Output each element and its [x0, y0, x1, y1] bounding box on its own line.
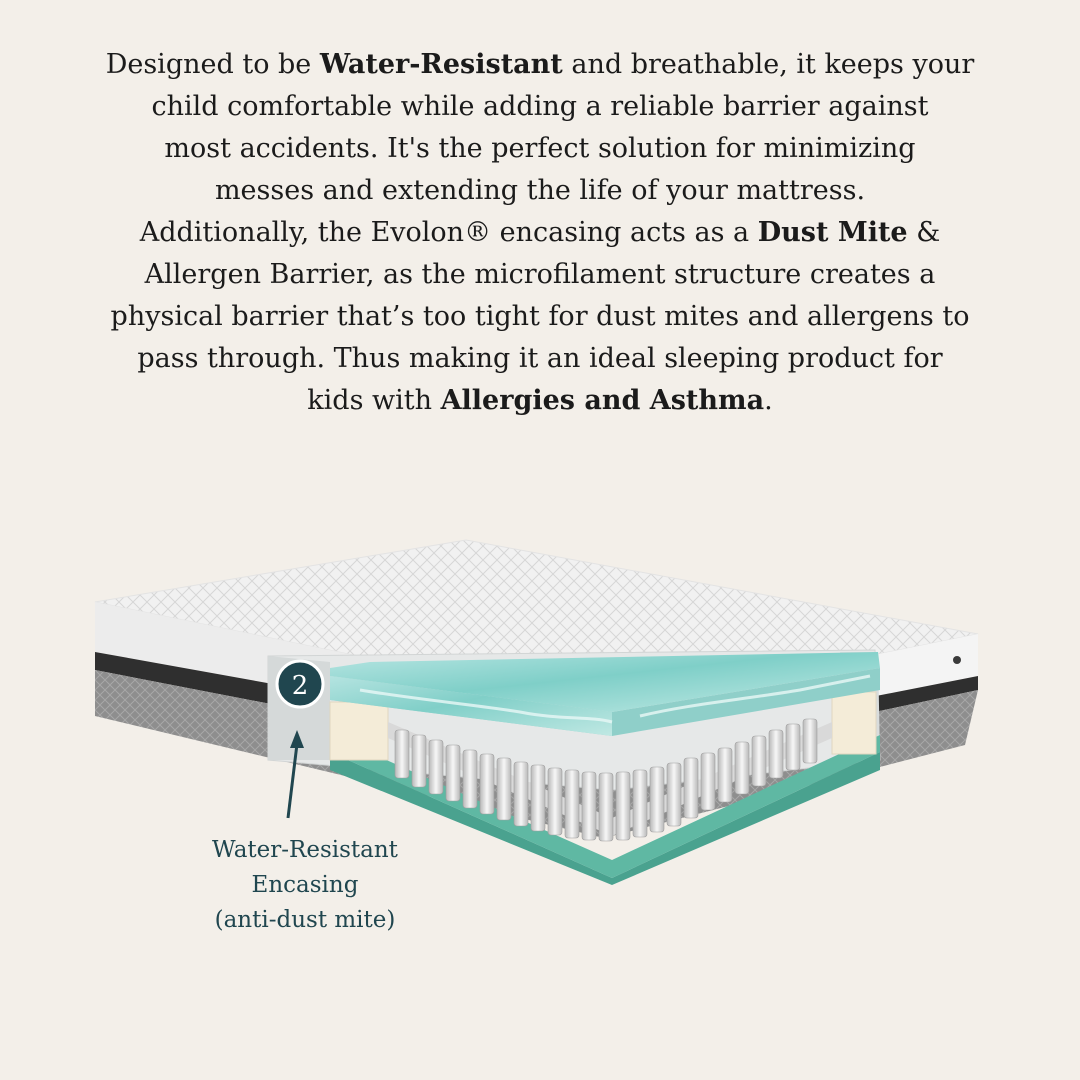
description-line: physical barrier that’s too tight for dust mites and allergens to [110, 301, 970, 332]
description-line: kids with Allergies and Asthma. [307, 385, 773, 416]
callout-caption: Water-Resistant Encasing (anti-dust mite) [212, 837, 398, 933]
allergies-asthma-emphasis: Allergies and Asthma [440, 385, 765, 416]
description-line: Allergen Barrier, as the microfilament structure creates a [144, 259, 936, 290]
description-line: pass through. Thus making it an ideal sleeping product for [137, 343, 943, 374]
description-line: Designed to be Water-Resistant and breathable, it keeps your [105, 49, 975, 80]
water-resistant-emphasis: Water-Resistant [319, 49, 563, 80]
description-line: Additionally, the Evolon® encasing acts as a Dust Mite & [139, 217, 941, 248]
dust-mite-emphasis: Dust Mite [757, 217, 908, 248]
edge-support-foam [330, 702, 388, 760]
brand-logo-icon [953, 656, 961, 664]
description-line: most accidents. It's the perfect solution for minimizing [164, 133, 916, 164]
description-line: messes and extending the life of your mattress. [214, 175, 866, 206]
number-badge-label: 2 [291, 671, 309, 701]
description-line: child comfortable while adding a reliable barrier against [151, 91, 929, 122]
